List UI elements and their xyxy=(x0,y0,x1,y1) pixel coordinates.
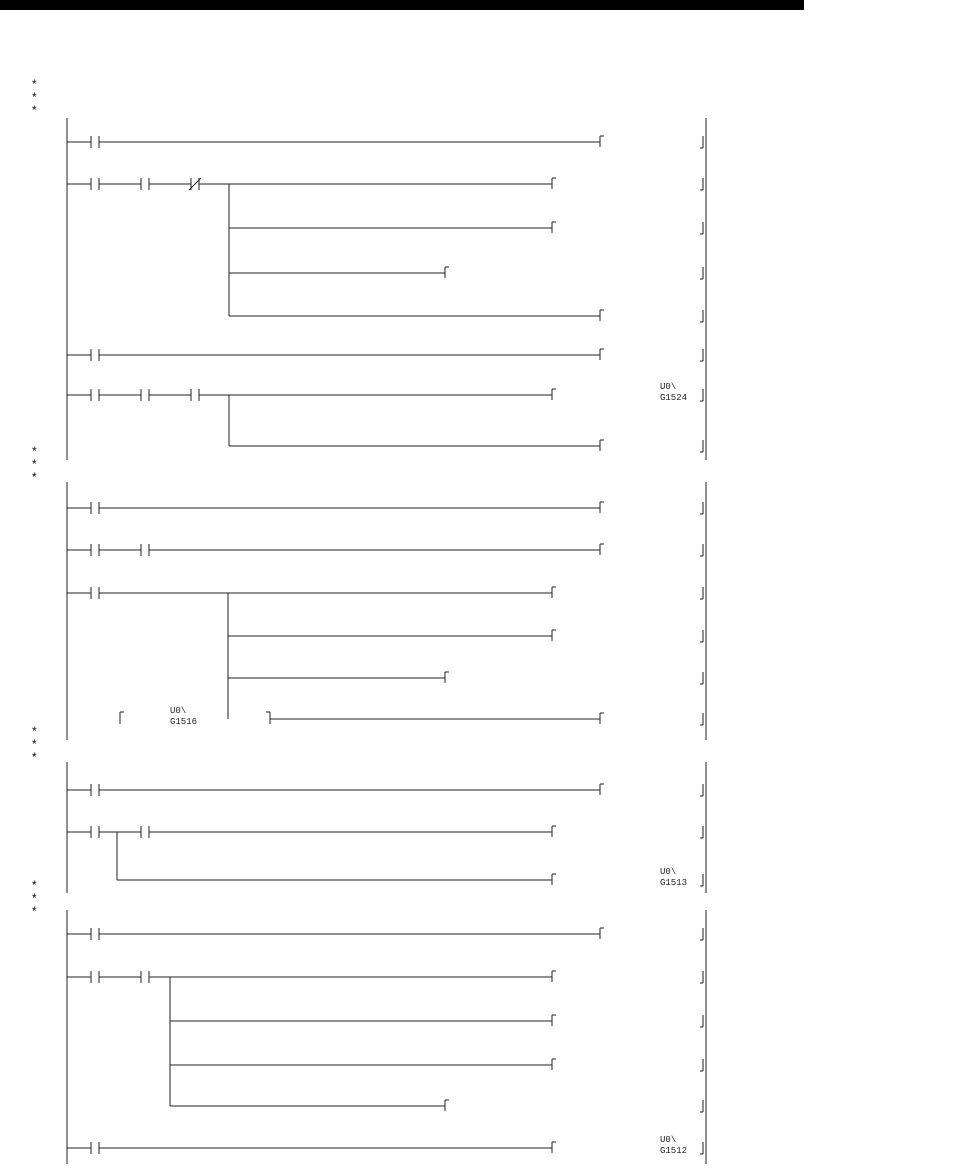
asterisk: * xyxy=(32,724,37,738)
operand-device-prefix: U0\ xyxy=(660,382,677,392)
asterisk: * xyxy=(32,457,37,471)
operand-device: G1516 xyxy=(170,717,198,727)
asterisk: * xyxy=(32,444,37,458)
operand-device-prefix: U0\ xyxy=(660,1135,677,1145)
asterisk: * xyxy=(32,891,37,905)
asterisk: * xyxy=(32,750,37,764)
operand-device: G1524 xyxy=(660,393,688,403)
operand-device: G1513 xyxy=(660,878,688,888)
asterisk: * xyxy=(32,470,37,484)
asterisk: * xyxy=(32,77,37,91)
asterisk: * xyxy=(32,103,37,117)
asterisk: * xyxy=(32,90,37,104)
operand-device-prefix: U0\ xyxy=(170,706,187,716)
asterisk: * xyxy=(32,737,37,751)
asterisk: * xyxy=(32,878,37,892)
asterisk: * xyxy=(32,904,37,918)
operand-device: G1512 xyxy=(660,1146,688,1156)
operand-device-prefix: U0\ xyxy=(660,867,677,877)
